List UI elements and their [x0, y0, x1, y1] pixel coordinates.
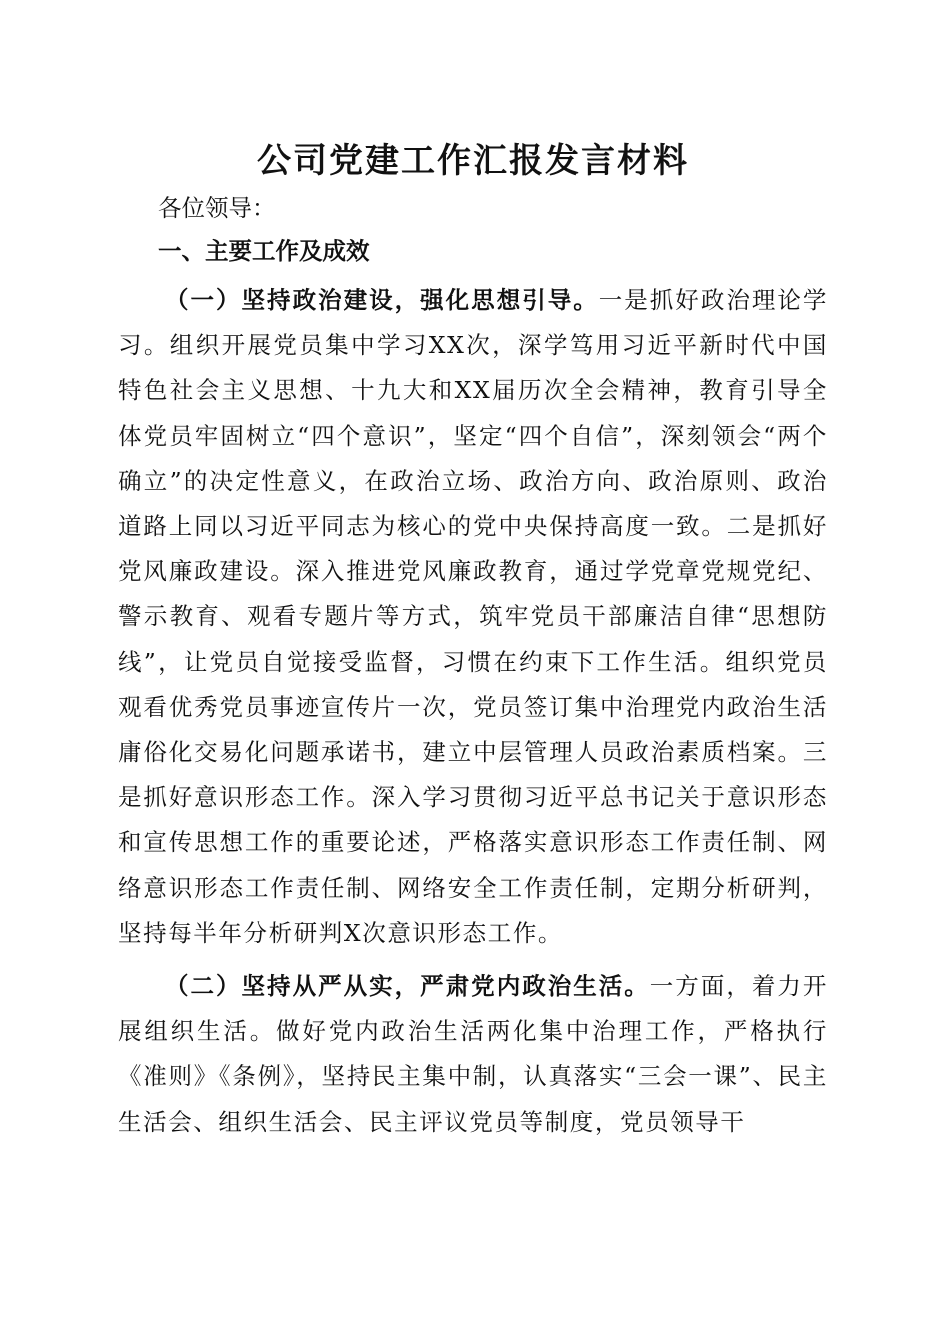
section-heading-1: 一、主要工作及成效 [158, 237, 370, 265]
salutation: 各位领导： [158, 194, 276, 222]
paragraph-1-lead: （一）坚持政治建设，强化思想引导。 [165, 286, 599, 314]
document-page [118, 136, 828, 1153]
document-title: 公司党建工作汇报发言材料 [257, 141, 689, 181]
paragraph-1-body: 一是抓好政治理论学习。组织开展党员集中学习XX次，深学笃用习近平新时代中国特色社会主义思想、十九大和XX届历次全会精神，教育引导全体党员牢固树立“四个意识”，坚定“四个自信”，深刻领会“两个确立”的决定性意义，在政治立场、政治方向、政治原则、政治道路上同以习近平同志为核心的党中央保持高度一致。二是抓好党风廉政建设。深入推进党风廉政教育，通过学党章党规党纪、警示教育、观看专题片等方式，筑牢党员干部廉洁自律“思想防线”，让党员自觉接受监督，习惯在约束下工作生活。组织党员观看优秀党员事迹宣传片一次，党员签订集中治理党内政治生活庸俗化交易化问题承诺书，建立中层管理人员政治素质档案。三是抓好意识形态工作。深入学习贯彻习近平总书记关于意识形态和宣传思想工作的重要论述，严格落实意识形态工作责任制、网络意识形态工作责任制、网络安全工作责任制，定期分析研判，坚持每半年分析研判X次意识形态工作。 [118, 286, 828, 947]
paragraph-1 [118, 278, 828, 956]
paragraph-2-body: 一方面，着力开展组织生活。做好党内政治生活两化集中治理工作，严格执行《准则》《条例》，坚持民主集中制，认真落实“三会一课”、民主生活会、组织生活会、民主评议党员等制度，党员领导干 [118, 972, 828, 1136]
paragraph-2-lead: （二）坚持从严从实，严肃党内政治生活。 [165, 972, 650, 1001]
paragraph-2 [118, 964, 828, 1145]
